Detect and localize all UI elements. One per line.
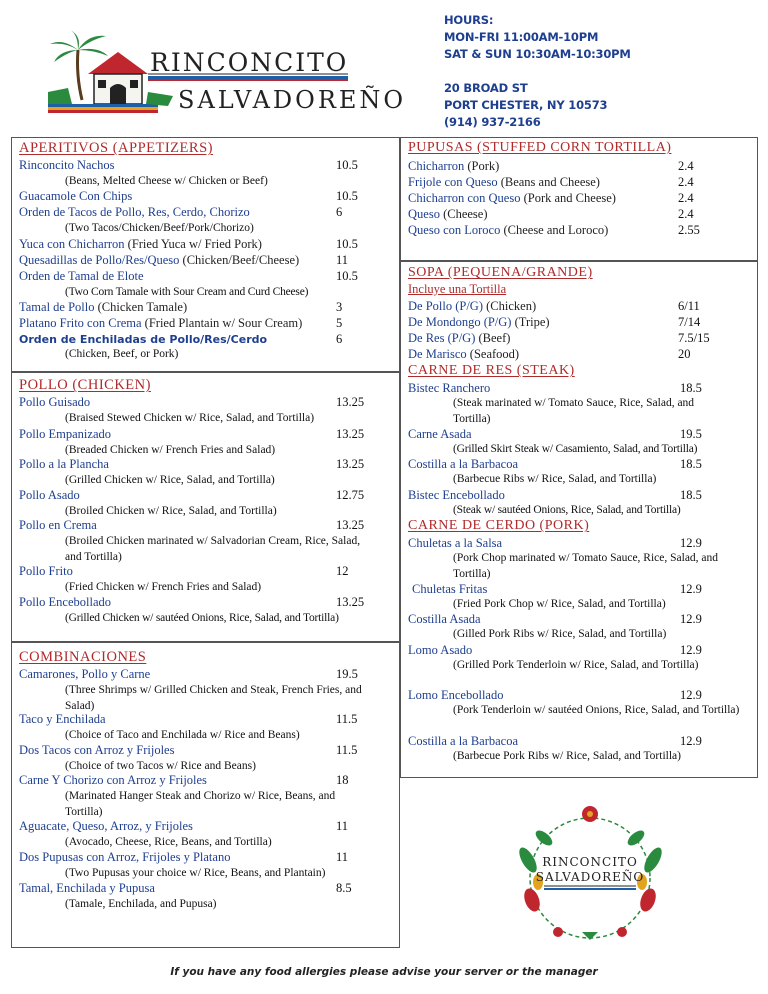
item-price: 13.25 [336, 395, 365, 409]
item-price: 8.5 [336, 881, 352, 895]
menu-item [19, 253, 299, 268]
item-price: 10.5 [336, 237, 358, 251]
appetizers-title: APERITIVOS (APPETIZERS) [19, 140, 213, 156]
menu-item [19, 158, 114, 173]
menu-item [19, 457, 109, 472]
menu-item [19, 564, 73, 579]
item-name: Carne Y Chorizo con Arroz y Frijoles [19, 773, 207, 787]
item-name: Tamal, Enchilada y Pupusa [19, 881, 155, 895]
item-price: 12 [336, 564, 349, 578]
item-name: Chuletas Fritas [412, 582, 488, 596]
item-name: Lomo Asado [408, 643, 473, 657]
item-note: (Chicken/Beef/Cheese) [182, 253, 300, 267]
menu-item [408, 536, 502, 551]
item-name: Queso con Loroco [408, 223, 501, 237]
item-name: Pollo a la Plancha [19, 457, 109, 471]
item-name: Dos Pupusas con Arroz, Frijoles y Platano [19, 850, 231, 864]
phone-number: (914) 937-2166 [444, 115, 541, 129]
menu-item [19, 743, 174, 758]
menu-item [19, 395, 90, 410]
item-price: 2.4 [678, 191, 694, 205]
hours-weekday: MON-FRI 11:00AM-10PM [444, 30, 599, 44]
menu-item [19, 595, 111, 610]
item-price: 2.4 [678, 159, 694, 173]
item-price: 19.5 [680, 427, 702, 441]
item-note: (Pork and Cheese) [523, 191, 616, 205]
item-desc: (Choice of two Tacos w/ Rice and Beans) [65, 760, 256, 772]
menu-item [408, 488, 505, 503]
item-desc: (Fried Pork Chop w/ Rice, Salad, and Tortilla) [453, 598, 666, 610]
item-name: Camarones, Pollo y Carne [19, 667, 151, 681]
item-desc: (Choice of Taco and Enchilada w/ Rice and Beans) [65, 729, 300, 741]
item-price: 12.75 [336, 488, 365, 502]
menu-item [408, 159, 499, 174]
menu-item [19, 488, 80, 503]
item-name: Chicharron [408, 159, 465, 173]
menu-item [408, 299, 536, 314]
item-name: Orden de Tacos de Pollo, Res, Cerdo, Chorizo [19, 205, 250, 219]
item-note: (Beans and Cheese) [500, 175, 600, 189]
item-desc: (Beans, Melted Cheese w/ Chicken or Beef) [65, 175, 268, 187]
menu-item [19, 819, 193, 834]
item-name: Orden de Enchiladas de Pollo/Res/Cerdo [19, 333, 268, 346]
item-price: 2.4 [678, 207, 694, 221]
combinaciones-title: COMBINACIONES [19, 649, 147, 665]
hours-weekend: SAT & SUN 10:30AM-10:30PM [444, 47, 631, 61]
item-price: 12.9 [680, 734, 702, 748]
menu-item [408, 612, 481, 627]
restaurant-emblem [508, 800, 673, 950]
item-desc: (Chicken, Beef, or Pork) [65, 348, 179, 360]
menu-item [19, 189, 132, 204]
menu-item [408, 734, 518, 749]
item-desc: (Tamale, Enchilada, and Pupusa) [65, 898, 217, 910]
sopa-subtitle: Incluye una Tortilla [408, 282, 507, 296]
menu-item [19, 269, 144, 284]
item-name: Orden de Tamal de Elote [19, 269, 144, 283]
menu-item [19, 773, 207, 788]
menu-item [19, 205, 250, 220]
menu-item [408, 643, 472, 658]
address-city: PORT CHESTER, NY 10573 [444, 98, 608, 112]
item-name: Bistec Encebollado [408, 488, 505, 502]
item-price: 6 [336, 205, 343, 219]
pollo-title: POLLO (CHICKEN) [19, 377, 151, 393]
item-name: Chuletas a la Salsa [408, 536, 503, 550]
menu-item [19, 712, 106, 727]
item-name: Yuca con Chicharron [19, 237, 125, 251]
item-name: Lomo Encebollado [408, 688, 504, 702]
menu-item [19, 316, 302, 331]
item-name: Costilla a la Barbacoa [408, 734, 519, 748]
item-name: Tamal de Pollo [19, 300, 95, 314]
brand-name-line2: SALVADOREÑO [178, 86, 407, 114]
menu-item [408, 331, 510, 346]
item-desc: (Steak marinated w/ Tomato Sauce, Rice, Salad, and Tortilla) [453, 397, 695, 425]
item-desc: (Two Corn Tamale with Sour Cream and Curd Cheese) [65, 286, 309, 298]
item-name: Carne Asada [408, 427, 472, 441]
item-desc: (Pork Chop marinated w/ Tomato Sauce, Rice, Salad, and Tortilla) [453, 552, 719, 580]
item-name: Platano Frito con Crema [19, 316, 142, 330]
menu-item [408, 191, 616, 206]
item-desc: (Marinated Hanger Steak and Chorizo w/ Rice, Beans, and Tortilla) [65, 790, 336, 818]
item-desc: (Barbecue Ribs w/ Rice, Salad, and Tortilla) [453, 473, 657, 485]
item-desc: (Grilled Pork Tenderloin w/ Rice, Salad, and Tortilla) [453, 659, 699, 671]
menu-item [408, 347, 519, 362]
item-name: Bistec Ranchero [408, 381, 491, 395]
emblem-brand-line2: SALVADOREÑO [535, 870, 645, 884]
item-note: (Pork) [467, 159, 500, 173]
item-price: 2.55 [678, 223, 700, 237]
item-desc: (Barbecue Pork Ribs w/ Rice, Salad, and Tortilla) [453, 750, 681, 762]
item-price: 11.5 [336, 743, 358, 757]
item-price: 6/11 [678, 299, 700, 313]
item-price: 7.5/15 [678, 331, 710, 345]
item-desc: (Gilled Pork Ribs w/ Rice, Salad, and Tortilla) [453, 628, 667, 640]
item-price: 12.9 [680, 612, 702, 626]
item-price: 12.9 [680, 688, 702, 702]
item-price: 19.5 [336, 667, 358, 681]
menu-item [412, 582, 487, 597]
item-price: 18.5 [680, 488, 702, 502]
item-name: Chicharron con Queso [408, 191, 521, 205]
menu-item [408, 175, 600, 190]
item-price: 20 [678, 347, 691, 361]
item-note: (Seafood) [469, 347, 520, 361]
menu-item [19, 300, 187, 315]
item-name: Pollo Frito [19, 564, 73, 578]
menu-item [408, 315, 550, 330]
item-price: 3 [336, 300, 343, 314]
menu-item [19, 237, 262, 252]
item-price: 18 [336, 773, 349, 787]
item-name: De Marisco [408, 347, 467, 361]
menu-item [19, 427, 111, 442]
pupusas-title: PUPUSAS (STUFFED CORN TORTILLA) [408, 140, 672, 155]
item-price: 13.25 [336, 518, 365, 532]
item-price: 18.5 [680, 457, 702, 471]
cerdo-title: CARNE DE CERDO (PORK) [408, 518, 590, 533]
item-price: 12.9 [680, 582, 702, 596]
item-price: 7/14 [678, 315, 701, 329]
item-price: 13.25 [336, 457, 365, 471]
item-name: Aguacate, Queso, Arroz, y Frijoles [19, 819, 193, 833]
item-note: (Beef) [478, 331, 511, 345]
item-desc: (Grilled Chicken w/ Rice, Salad, and Tortilla) [65, 474, 275, 486]
item-note: (Chicken Tamale) [97, 300, 188, 314]
sopa-title: SOPA (PEQUENA/GRANDE) [408, 265, 593, 280]
item-desc: (Steak w/ sautéed Onions, Rice, Salad, and Tortilla) [453, 504, 681, 516]
item-note: (Fried Plantain w/ Sour Cream) [144, 316, 303, 330]
item-name: Pollo Empanizado [19, 427, 111, 441]
item-price: 10.5 [336, 269, 358, 283]
item-note: (Fried Yuca w/ Fried Pork) [127, 237, 262, 251]
item-desc: (Braised Stewed Chicken w/ Rice, Salad, and Tortilla) [65, 412, 315, 424]
item-desc: (Pork Tenderloin w/ sautéed Onions, Rice, Salad, and Tortilla) [453, 704, 740, 716]
item-desc: (Three Shrimps w/ Grilled Chicken and Steak, French Fries, and Salad) [65, 684, 362, 712]
item-desc: (Broiled Chicken w/ Rice, Salad, and Tortilla) [65, 505, 277, 517]
item-note: (Cheese and Loroco) [503, 223, 609, 237]
item-name: De Mondongo (P/G) [408, 315, 512, 329]
item-desc: (Two Pupusas your choice w/ Rice, Beans, and Plantain) [65, 867, 326, 879]
menu-item [408, 427, 472, 442]
item-name: Costilla Asada [408, 612, 481, 626]
hours-label: HOURS: [444, 13, 494, 27]
item-name: Pollo Guisado [19, 395, 91, 409]
menu-item [408, 688, 503, 703]
menu-item [408, 223, 608, 238]
item-name: Quesadillas de Pollo/Res/Queso [19, 253, 180, 267]
item-note: (Chicken) [486, 299, 537, 313]
brand-name-line1: RINCONCITO [150, 48, 349, 77]
item-price: 5 [336, 316, 343, 330]
menu-item [408, 381, 490, 396]
item-price: 13.25 [336, 595, 365, 609]
item-price: 11 [336, 253, 349, 267]
emblem-brand-line1: RINCONCITO [542, 855, 638, 869]
item-price: 10.5 [336, 158, 358, 172]
item-name: Taco y Enchilada [19, 712, 106, 726]
item-name: Pollo Asado [19, 488, 80, 502]
item-note: (Tripe) [514, 315, 550, 329]
item-desc: (Two Tacos/Chicken/Beef/Pork/Chorizo) [65, 222, 254, 234]
item-name: Frijole con Queso [408, 175, 498, 189]
item-price: 11.5 [336, 712, 358, 726]
item-name: Dos Tacos con Arroz y Frijoles [19, 743, 175, 757]
item-desc: (Grilled Chicken w/ sautéed Onions, Rice, Salad, and Tortilla) [65, 612, 339, 624]
menu-item [19, 333, 267, 346]
address-street: 20 BROAD ST [444, 81, 528, 95]
menu-item [408, 207, 488, 222]
menu-item [19, 881, 155, 896]
item-name: De Pollo (P/G) [408, 299, 483, 313]
item-desc: (Fried Chicken w/ French Fries and Salad) [65, 581, 262, 593]
item-price: 6 [336, 332, 343, 346]
item-price: 2.4 [678, 175, 694, 189]
item-price: 18.5 [680, 381, 702, 395]
item-name: Guacamole Con Chips [19, 189, 133, 203]
item-name: Rinconcito Nachos [19, 158, 115, 172]
item-name: Pollo Encebollado [19, 595, 111, 609]
item-name: Pollo en Crema [19, 518, 97, 532]
item-price: 13.25 [336, 427, 365, 441]
menu-item [19, 518, 97, 533]
item-price: 11 [336, 819, 349, 833]
item-name: De Res (P/G) [408, 331, 476, 345]
item-name: Costilla a la Barbacoa [408, 457, 519, 471]
item-price: 11 [336, 850, 349, 864]
item-name: Queso [408, 207, 440, 221]
res-title: CARNE DE RES (STEAK) [408, 363, 575, 378]
item-desc: (Avocado, Cheese, Rice, Beans, and Tortilla) [65, 836, 272, 848]
item-desc: (Breaded Chicken w/ French Fries and Salad) [65, 444, 276, 456]
item-desc: (Grilled Skirt Steak w/ Casamiento, Salad, and Tortilla) [453, 443, 698, 455]
item-price: 12.9 [680, 643, 702, 657]
menu-item [19, 667, 150, 682]
item-price: 10.5 [336, 189, 358, 203]
item-note: (Cheese) [443, 207, 488, 221]
allergy-notice: If you have any food allergies please advise your server or the manager [170, 966, 598, 978]
menu-item [19, 850, 230, 865]
item-price: 12.9 [680, 536, 702, 550]
item-desc: (Broiled Chicken marinated w/ Salvadorian Cream, Rice, Salad, and Tortilla) [65, 535, 361, 563]
menu-item [408, 457, 518, 472]
